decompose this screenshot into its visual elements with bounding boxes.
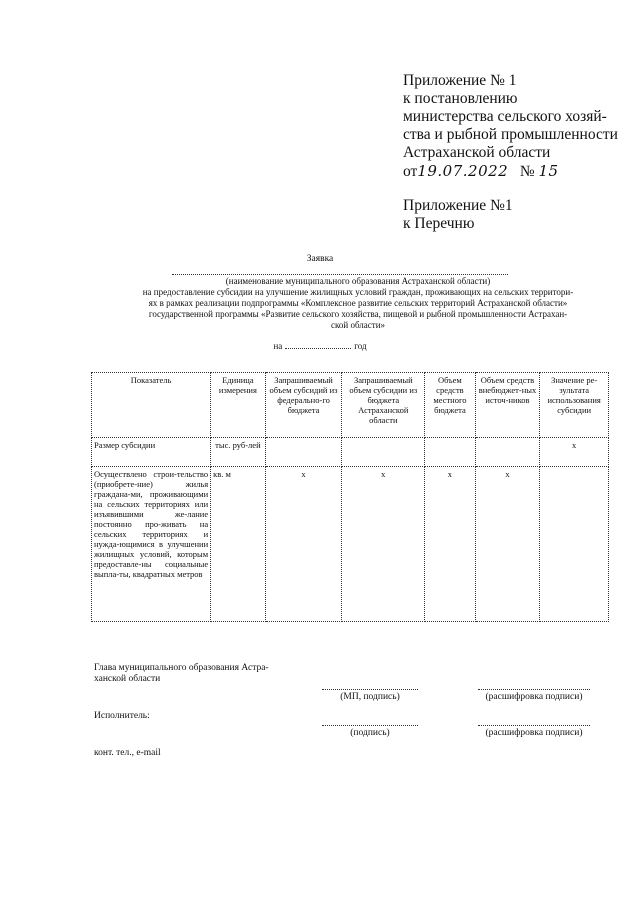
table-cell: тыс. руб-лей [211,438,266,467]
annex-list-header [403,197,633,233]
annex-list-line-2: к Перечню [403,215,475,232]
header-federal-budget: Запрашиваемый объем субсидий из федерально-го бюджета [265,373,342,438]
period-line [0,340,640,351]
period-prefix: на [273,341,283,351]
table-row [92,438,609,467]
application-body-line-3: государственной программы «Развитие сельского хозяйства, пищевой и рыбной промышленности Астрахан- [148,309,568,319]
annex-ministry-line-4: ства и рыбной промышленности [403,126,618,143]
annex-ministry-line-1: Приложение № 1 [403,72,517,89]
table-cell [425,438,475,467]
executor-label: Исполнитель: [94,711,150,721]
executor-signature-caption: (подпись) [350,728,390,738]
handwritten-number: 15 [538,162,559,180]
table-cell [265,438,342,467]
table-cell: x [265,467,342,622]
period-suffix: год [354,341,367,351]
table-cell: x [475,467,540,622]
annex-date-line [403,162,633,181]
header-unit: Единица измерения [211,373,266,438]
application-body-line-4: ской области» [330,320,386,330]
application-body-line-1: на предоставление субсидии на улучшение жилищных условий граждан, проживающих на сельских территори- [142,287,574,297]
annex-ministry-line-2: к постановлению [403,90,518,107]
header-local-budget: Объем средств местного бюджета [425,373,475,438]
number-prefix: № [519,163,535,180]
contacts-label: конт. тел., e-mail [94,748,161,758]
header-indicator: Показатель [92,373,211,438]
date-prefix: от [403,163,418,180]
head-signature-caption: (МП, подпись) [340,692,400,702]
executor-signature-line [322,725,418,726]
table-cell: x [540,438,609,467]
handwritten-date: 19.07.2022 [417,162,509,180]
head-decode-caption: (расшифровка подписи) [485,692,583,702]
table-header-row [92,373,609,438]
head-title-line-1: Глава муниципального образования Астра- [94,663,269,673]
application-body-line-2: ях в рамках реализации подпрограммы «Комплексное развитие сельских территорий Астраханской области» [148,298,568,308]
table-cell [342,438,425,467]
municipality-fill-line [172,274,508,275]
table-cell [475,438,540,467]
period-year-blank [285,340,351,349]
table-cell: Размер субсидии [92,438,211,467]
table-cell: Осуществлено строи-тельство (приобрете-ние) жилья граждана-ми, проживающими на сельских территориях или изъявившими же-лание постоянно про-живать на сельских территориях и нужда-ющимися в улучшении жилищных условий, которым предоставле-ны социальные выпла-ты, квадратных метров [92,467,211,622]
header-extrabudgetary: Объем средств внебюджет-ных источ-ников [475,373,540,438]
header-result-value: Значение ре-зультата использования субсидии [540,373,609,438]
head-title-line-2: ханской области [94,674,161,684]
head-signature-line [322,689,418,690]
table-cell: x [425,467,475,622]
table-row [92,467,609,622]
table-cell: x [342,467,425,622]
annex-ministry-line-5: Астраханской области [403,144,551,161]
annex-list-line-1: Приложение №1 [403,197,513,214]
executor-decode-caption: (расшифровка подписи) [485,728,583,738]
table-cell: кв. м [211,467,266,622]
head-title [94,663,269,685]
application-description [96,276,620,331]
header-regional-budget: Запрашиваемый объем субсидии из бюджета Астраханской области [342,373,425,438]
subsidy-table [91,372,609,622]
annex-ministry-line-3: министерства сельского хозяй- [403,108,607,125]
application-title: Заявка [306,254,334,264]
executor-decode-line [478,725,590,726]
head-decode-line [478,689,590,690]
municipality-hint: (наименование муниципального образования Астраханской области) [225,276,491,286]
table-cell [540,467,609,622]
annex-ministry-header [403,72,633,181]
